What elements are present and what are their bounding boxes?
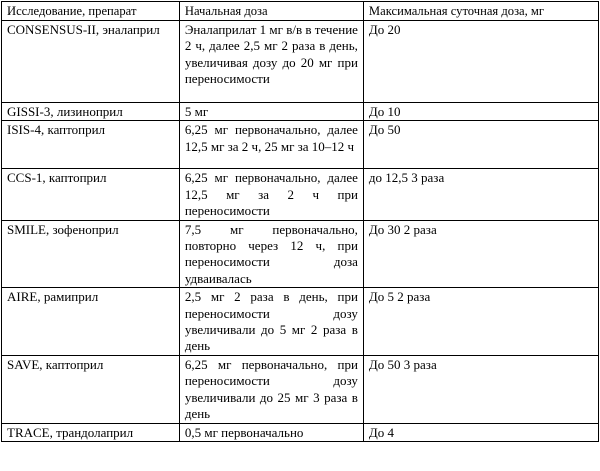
study-cell: GISSI-3, лизиноприл xyxy=(2,103,180,121)
max-dose-cell: До 50 xyxy=(363,121,598,169)
study-cell: SAVE, каптоприл xyxy=(2,355,180,423)
max-dose-cell: До 10 xyxy=(363,103,598,121)
header-start-dose: Начальная доза xyxy=(179,2,363,21)
header-study: Исследование, препарат xyxy=(2,2,180,21)
start-dose-cell: 6,25 мг первоначально, далее 12,5 мг за 2 ч при переносимости xyxy=(179,169,363,220)
start-dose-cell: 0,5 мг первоначально xyxy=(179,423,363,441)
table-header-row xyxy=(2,2,599,21)
study-cell: AIRE, рамиприл xyxy=(2,288,180,356)
study-cell: ISIS-4, каптоприл xyxy=(2,121,180,169)
dosing-table xyxy=(1,1,599,442)
max-dose-cell: До 20 xyxy=(363,21,598,103)
start-dose-cell: 6,25 мг первоначально, при переносимости дозу увеличивали до 25 мг 3 раза в день xyxy=(179,355,363,423)
start-dose-cell: 5 мг xyxy=(179,103,363,121)
max-dose-cell: До 50 3 раза xyxy=(363,355,598,423)
study-cell: TRACE, трандолаприл xyxy=(2,423,180,441)
start-dose-cell: 6,25 мг первоначально, далее 12,5 мг за 2 ч, 25 мг за 10–12 ч xyxy=(179,121,363,169)
max-dose-cell: До 4 xyxy=(363,423,598,441)
table-row xyxy=(2,355,599,423)
max-dose-cell: До 5 2 раза xyxy=(363,288,598,356)
study-cell: CONSENSUS-II, эналаприл xyxy=(2,21,180,103)
table-row xyxy=(2,220,599,288)
table-row xyxy=(2,121,599,169)
table-row xyxy=(2,288,599,356)
table-row xyxy=(2,103,599,121)
study-cell: CCS-1, каптоприл xyxy=(2,169,180,220)
max-dose-cell: До 30 2 раза xyxy=(363,220,598,288)
header-max-dose: Максимальная суточная доза, мг xyxy=(363,2,598,21)
start-dose-cell: Эналаприлат 1 мг в/в в течение 2 ч, далее 2,5 мг 2 раза в день, увеличивая дозу до 20 мг при переносимости xyxy=(179,21,363,103)
table-row xyxy=(2,21,599,103)
table-row xyxy=(2,423,599,441)
start-dose-cell: 2,5 мг 2 раза в день, при переносимости дозу увеличивали до 5 мг 2 раза в день xyxy=(179,288,363,356)
start-dose-cell: 7,5 мг первоначально, повторно через 12 ч, при переносимости доза удваивалась xyxy=(179,220,363,288)
table-row xyxy=(2,169,599,220)
max-dose-cell: до 12,5 3 раза xyxy=(363,169,598,220)
study-cell: SMILE, зофеноприл xyxy=(2,220,180,288)
